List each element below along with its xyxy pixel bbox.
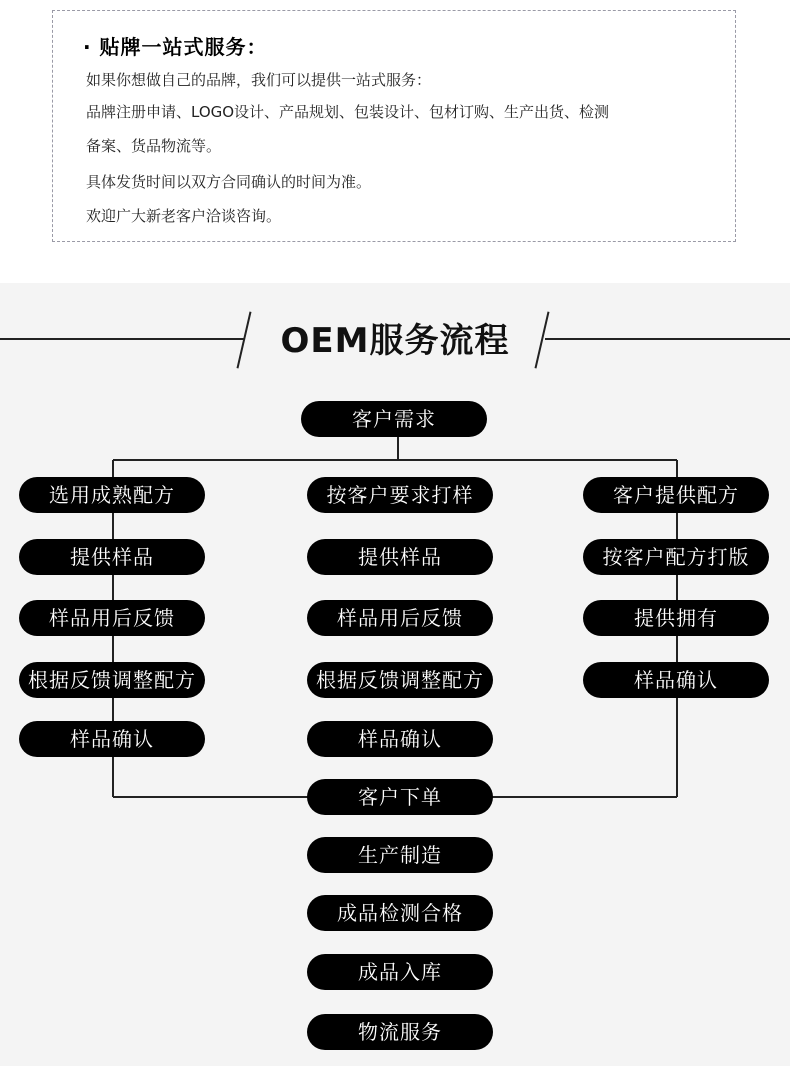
intro-line: 欢迎广大新老客户洽谈咨询。 xyxy=(86,207,282,225)
flow-step-left: 选用成熟配方 xyxy=(19,477,205,513)
flow-step-left: 提供样品 xyxy=(19,539,205,575)
intro-box xyxy=(52,10,736,242)
flow-step-left: 样品用后反馈 xyxy=(19,600,205,636)
flow-step-left: 样品确认 xyxy=(19,721,205,757)
intro-line: 具体发货时间以双方合同确认的时间为准。 xyxy=(86,173,372,191)
intro-line: 如果你想做自己的品牌，我们可以提供一站式服务： xyxy=(86,71,432,89)
flow-step-tail: 客户下单 xyxy=(307,779,493,815)
flow-step-tail: 成品入库 xyxy=(307,954,493,990)
flow-step-right: 按客户配方打版 xyxy=(583,539,769,575)
intro-line: 品牌注册申请、LOGO设计、产品规划、包装设计、包材订购、生产出货、检测 xyxy=(86,103,610,121)
flow-step-right: 客户提供配方 xyxy=(583,477,769,513)
flow-step-right: 样品确认 xyxy=(583,662,769,698)
flow-step-tail: 生产制造 xyxy=(307,837,493,873)
flow-step-right: 提供拥有 xyxy=(583,600,769,636)
flow-step-center: 提供样品 xyxy=(307,539,493,575)
intro-title: · 贴牌一站式服务： xyxy=(83,35,268,59)
flow-step-center: 样品用后反馈 xyxy=(307,600,493,636)
flow-step-tail: 成品检测合格 xyxy=(307,895,493,931)
flow-step-start: 客户需求 xyxy=(301,401,487,437)
intro-line: 备案、货品物流等。 xyxy=(86,137,222,155)
flow-step-center: 按客户要求打样 xyxy=(307,477,493,513)
flow-title: OEM服务流程 xyxy=(280,321,510,361)
flow-step-center: 根据反馈调整配方 xyxy=(307,662,493,698)
flow-step-tail: 物流服务 xyxy=(307,1014,493,1050)
oem-flow-section xyxy=(0,283,790,1066)
flow-step-left: 根据反馈调整配方 xyxy=(19,662,205,698)
flow-step-center: 样品确认 xyxy=(307,721,493,757)
